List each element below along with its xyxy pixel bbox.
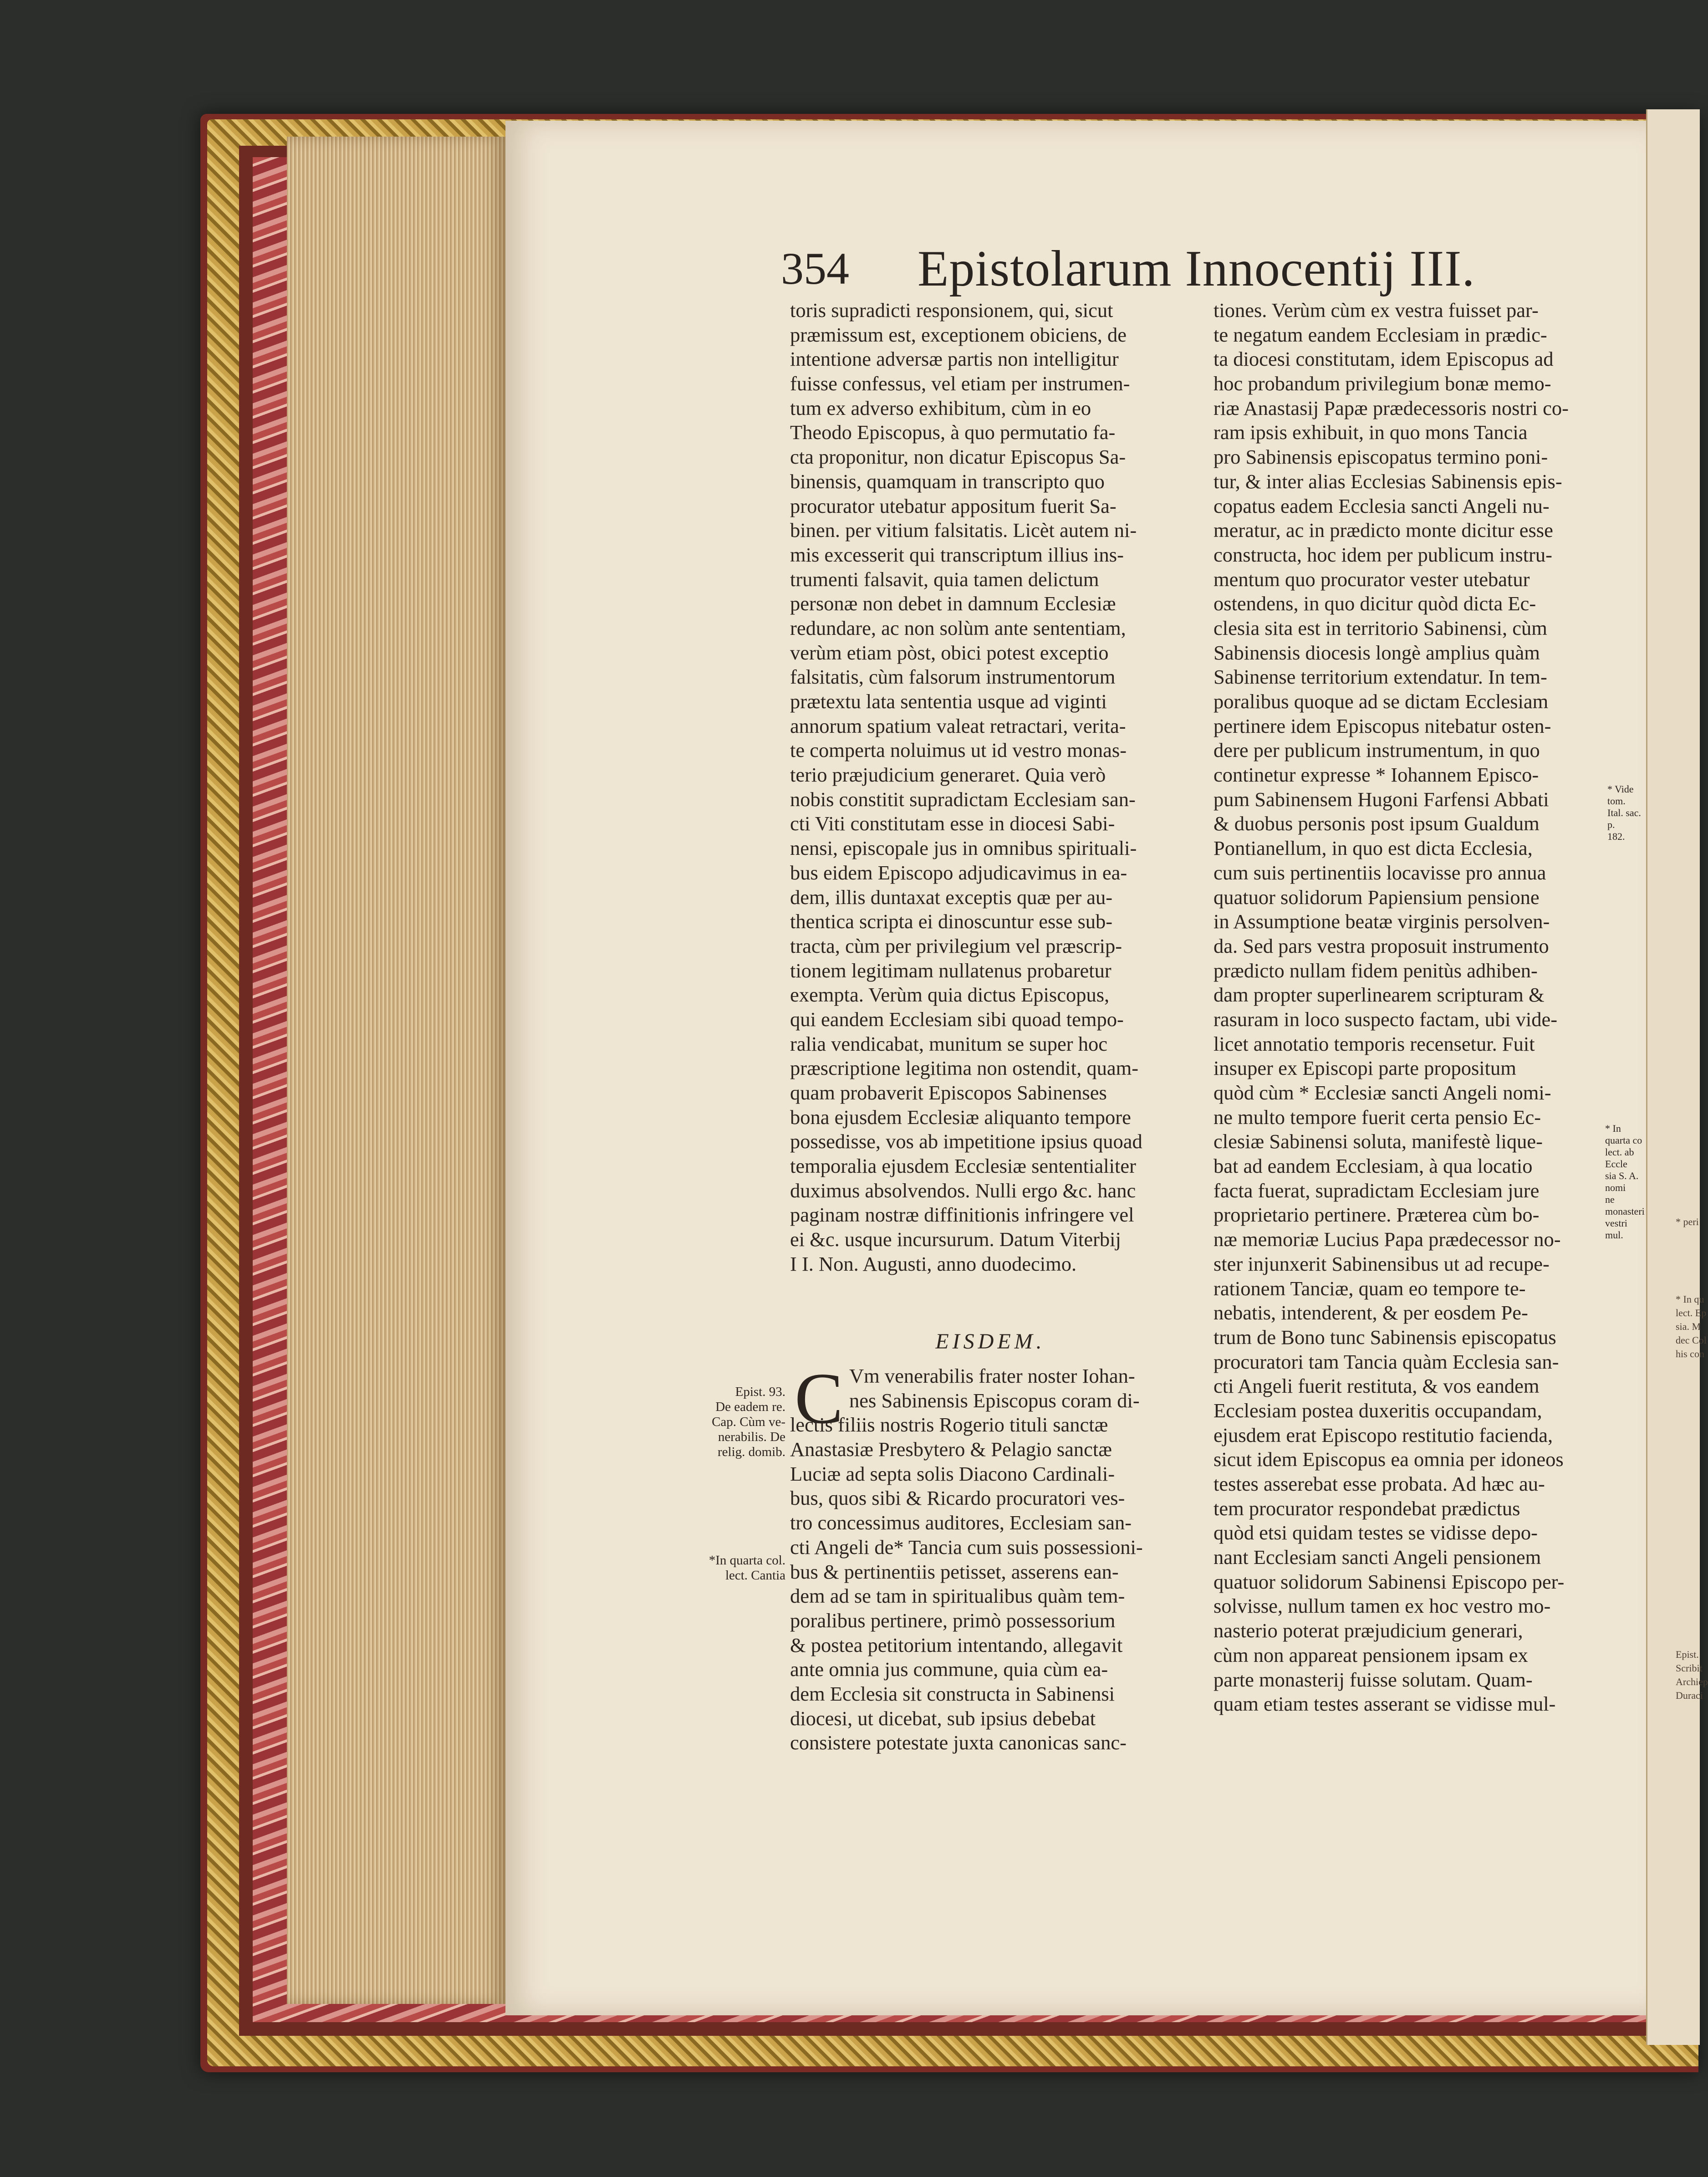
text-line: exempta. Verùm quia dictus Episcopus, (790, 983, 1110, 1007)
text-line: præmissum est, exceptionem obiciens, de (790, 323, 1127, 346)
text-line: insuper ex Episcopi parte propositum (1213, 1057, 1516, 1080)
text-line: Anastasiæ Presbytero & Pelagio sanctæ (790, 1438, 1112, 1461)
text-line: te negatum eandem Ecclesiam in prædic- (1213, 323, 1547, 346)
text-line: nant Ecclesiam sancti Angeli pensionem (1213, 1546, 1541, 1569)
text-line: consistere potestate juxta canonicas sanc- (790, 1731, 1127, 1754)
margin-note-line: relig. domib. (717, 1445, 785, 1459)
text-line: verùm etiam pòst, obici potest exceptio (790, 641, 1109, 664)
text-line: ostendens, in quo dicitur quòd dicta Ec- (1213, 592, 1536, 615)
left-column (790, 298, 1191, 1277)
text-line: Pontianellum, in quo est dicta Ecclesia, (1213, 837, 1533, 860)
text-line: falsitatis, cùm falsorum instrumentorum (790, 665, 1116, 689)
next-page-fragment: Scribit (1676, 1662, 1703, 1674)
text-line: lectis filiis nostris Rogerio tituli sanctæ (790, 1413, 1108, 1436)
text-line: hoc probandum privilegium bonæ memo- (1213, 372, 1551, 395)
text-line: quòd etsi quidam testes se vidisse depo- (1213, 1521, 1538, 1544)
text-line: quam etiam testes asserant se vidisse mul- (1213, 1692, 1556, 1716)
margin-note-line: Cap. Cùm ve- (712, 1415, 785, 1429)
text-line: cti Angeli de* Tancia cum suis possessioni- (790, 1535, 1143, 1559)
text-line: redundare, ac non solùm ante sententiam, (790, 616, 1126, 639)
text-line: rationem Tanciæ, quam eo tempore te- (1213, 1277, 1526, 1300)
text-line: rasuram in loco suspecto factam, ubi vide- (1213, 1007, 1558, 1031)
text-line: bona ejusdem Ecclesiæ aliquanto tempore (790, 1105, 1131, 1129)
text-line: temporalia ejusdem Ecclesiæ sententialiter (790, 1155, 1136, 1178)
text-line: bus, quos sibi & Ricardo procuratori ves- (790, 1487, 1125, 1510)
text-line: dere per publicum instrumentum, in quo (1213, 739, 1540, 762)
right-column (1213, 298, 1614, 1717)
text-line: ei &c. usque incursurum. Datum Viterbij (790, 1228, 1121, 1251)
next-page-fragment: Epist. (1676, 1649, 1699, 1660)
margin-note-variant (674, 1553, 785, 1583)
text-line: prætextu lata sententia usque ad viginti (790, 690, 1107, 713)
text-line: I I. Non. Augusti, anno duodecimo. (790, 1252, 1077, 1275)
text-line: possedisse, vos ab impetitione ipsius quoad (790, 1130, 1142, 1153)
text-line: trum de Bono tunc Sabinensis episcopatus (1213, 1325, 1556, 1349)
text-line: prædicto nullam fidem penitùs adhiben- (1213, 959, 1538, 982)
text-line: facta fuerat, supradictam Ecclesiam jure (1213, 1179, 1540, 1202)
text-line: bus eidem Episcopo adjudicavimus in ea- (790, 861, 1127, 884)
text-line: Ecclesiam postea duxeritis occupandam, (1213, 1399, 1542, 1422)
text-line: riæ Anastasij Papæ prædecessoris nostri co- (1213, 396, 1569, 419)
text-line: tro concessimus auditores, Ecclesiam san- (790, 1511, 1132, 1534)
text-line: te comperta noluimus ut id vestro monas- (790, 739, 1127, 762)
text-line: ram ipsis exhibuit, in quo mons Tancia (1213, 421, 1528, 444)
next-page-fragment: his con (1676, 1348, 1704, 1359)
text-line: quòd cùm * Ecclesiæ sancti Angeli nomi- (1213, 1081, 1551, 1104)
text-line: sicut idem Episcopus ea omnia per idoneos (1213, 1448, 1564, 1471)
text-line: Sabinense territorium extendatur. In tem- (1213, 665, 1547, 689)
text-line: continetur expresse * Iohannem Episco- (1213, 763, 1539, 787)
next-page-fragment: Archiep (1676, 1676, 1708, 1687)
text-line: meratur, ac in prædicto monte dicitur esse (1213, 519, 1553, 542)
running-head (781, 241, 1614, 301)
page-block-edge (287, 137, 505, 2004)
text-line: personæ non debet in damnum Ecclesiæ (790, 592, 1116, 615)
text-line: copatus eadem Ecclesia sancti Angeli nu- (1213, 494, 1550, 517)
text-line: & duobus personis post ipsum Gualdum (1213, 812, 1540, 835)
text-line: Theodo Episcopus, à quo permutatio fa- (790, 421, 1116, 444)
drop-cap: C (795, 1358, 843, 1439)
text-line: constructa, hoc idem per publicum instru- (1213, 543, 1552, 566)
text-line: intentione adversæ partis non intelligitur (790, 348, 1119, 371)
text-line: cti Viti constitutam esse in diocesi Sabi- (790, 812, 1115, 835)
text-line: ta diocesi constitutam, idem Episcopus ad (1213, 348, 1554, 371)
next-page-fragment: * peri (1676, 1216, 1699, 1227)
margin-note-line: 182. (1607, 831, 1625, 842)
text-line: dem Ecclesia sit constructa in Sabinensi (790, 1682, 1115, 1705)
text-line: cum suis pertinentiis locavisse pro annua (1213, 861, 1546, 884)
text-line: clesiæ Sabinensi soluta, manifestè lique- (1213, 1130, 1543, 1153)
text-line: mis excesserit qui transcriptum illius ins- (790, 543, 1124, 566)
text-line: annorum spatium valeat retractari, verita- (790, 714, 1126, 737)
text-line: quam probaverit Episcopos Sabinenses (790, 1081, 1107, 1104)
margin-note-epistle (674, 1385, 785, 1460)
margin-note-line: * Vide tom. (1607, 783, 1634, 807)
text-line: poralibus pertinere, primò possessorium (790, 1609, 1116, 1632)
next-page-fragment: dec Col (1676, 1334, 1707, 1346)
text-line: ante omnia jus commune, quia cùm ea- (790, 1658, 1108, 1681)
text-line: præscriptione legitima non ostendit, quam- (790, 1057, 1139, 1080)
text-line: næ memoriæ Lucius Papa prædecessor no- (1213, 1228, 1561, 1251)
next-page-fragment: * In qu (1676, 1293, 1704, 1305)
text-line: bat ad eandem Ecclesiam, à qua locatio (1213, 1155, 1533, 1178)
margin-note-line: Epist. 93. (735, 1385, 785, 1399)
text-line: toris supradicti responsionem, qui, sicut (790, 299, 1113, 322)
text-line: da. Sed pars vestra proposuit instrumento (1213, 934, 1549, 957)
text-line: clesia sita est in territorio Sabinensi, cùm (1213, 616, 1547, 639)
text-line: ster injunxerit Sabinensibus ut ad recupe- (1213, 1252, 1550, 1275)
margin-note-line: * In quarta co (1605, 1123, 1642, 1146)
text-line: terio præjudicium generaret. Quia verò (790, 763, 1106, 787)
text-line: duximus absolvendos. Nulli ergo &c. hanc (790, 1179, 1136, 1202)
text-line: fuisse confessus, vel etiam per instrumen- (790, 372, 1130, 395)
text-line: tionem legitimam nullatenus probaretur (790, 959, 1111, 982)
left-column-letter (790, 1358, 1191, 1755)
next-page-fragment: lect. Ep (1676, 1307, 1707, 1318)
text-line: & postea petitorium intentando, allegavit (790, 1633, 1123, 1656)
text-line: parte monasterij fuisse solutam. Quam- (1213, 1668, 1533, 1691)
margin-note-line: ne monasteri (1605, 1194, 1645, 1217)
text-line: in Assumptione beatæ virginis persolven- (1213, 910, 1550, 933)
text-line: procurator utebatur appositum fuerit Sa- (790, 494, 1117, 517)
text-line: cta proponitur, non dicatur Episcopus Sa- (790, 445, 1126, 469)
margin-note-line: sia S. A. nomi (1605, 1170, 1639, 1193)
text-line: cùm non appareat pensionem ipsam ex (1213, 1643, 1528, 1666)
text-line: nobis constitit supradictam Ecclesiam san- (790, 787, 1136, 811)
text-line: nensi, episcopale jus in omnibus spirituali- (790, 837, 1137, 860)
margin-note-right-1 (1607, 783, 1646, 843)
margin-note-line: Ital. sac. p. (1607, 807, 1641, 830)
text-line: licet annotatio temporis recensetur. Fuit (1213, 1032, 1535, 1055)
margin-note-line: vestri mul. (1605, 1217, 1627, 1241)
text-line: tem procurator respondebat prædictus (1213, 1497, 1520, 1520)
text-line: binen. per vitium falsitatis. Licèt autem ni- (790, 519, 1137, 542)
text-line: ralia vendicabat, munitum se super hoc (790, 1032, 1107, 1055)
text-line: nes Sabinensis Episcopus coram di- (849, 1389, 1140, 1412)
text-line: ne multo tempore fuerit certa pensio Ec- (1213, 1105, 1541, 1129)
text-line: tracta, cùm per privilegium vel præscrip- (790, 934, 1122, 957)
text-line: Vm venerabilis frater noster Iohan- (849, 1364, 1135, 1387)
margin-note-line: lect. ab Eccle (1605, 1146, 1634, 1170)
text-line: trumenti falsavit, quia tamen delictum (790, 567, 1099, 591)
text-line: quatuor solidorum Sabinensi Episcopo per- (1213, 1570, 1565, 1593)
text-line: tiones. Verùm cùm ex vestra fuisset par- (1213, 299, 1539, 322)
running-title: Epistolarum Innocentij III. (918, 240, 1475, 297)
text-line: thentica scripta ei dinoscuntur esse sub- (790, 910, 1113, 933)
next-page-fragment: Duraci (1676, 1690, 1703, 1701)
text-line: binensis, quamquam in transcripto quo (790, 470, 1105, 493)
text-line: pro Sabinensis episcopatus termino poni- (1213, 445, 1548, 469)
margin-note-right-2 (1605, 1123, 1646, 1241)
next-page-fragment: sia. M (1676, 1321, 1701, 1332)
page-number: 354 (781, 243, 849, 294)
text-line: Luciæ ad septa solis Diacono Cardinali- (790, 1462, 1115, 1485)
text-line: Sabinensis diocesis longè amplius quàm (1213, 641, 1540, 664)
text-line: qui eandem Ecclesiam sibi quoad tempo- (790, 1007, 1124, 1031)
text-line: dem, illis duntaxat exceptis quæ per au- (790, 885, 1113, 909)
text-line: poralibus quoque ad se dictam Ecclesiam (1213, 690, 1549, 713)
text-line: procuratori tam Tancia quàm Ecclesia san- (1213, 1350, 1559, 1373)
text-line: paginam nostræ diffinitionis infringere vel (790, 1203, 1134, 1226)
text-line: dem ad se tam in spiritualibus quàm tem- (790, 1584, 1125, 1608)
section-heading: EISDEM. (935, 1329, 1045, 1354)
text-line: ejusdem erat Episcopo restitutio facienda, (1213, 1423, 1553, 1446)
text-line: tur, & inter alias Ecclesias Sabinensis epis- (1213, 470, 1562, 493)
margin-note-line: nerabilis. De (718, 1430, 785, 1444)
next-page-edge (1646, 109, 1708, 2045)
text-line: diocesi, ut dicebat, sub ipsius debebat (790, 1707, 1096, 1730)
text-line: pertinere idem Episcopus nitebatur osten- (1213, 714, 1551, 737)
text-line: testes asserebat esse probata. Ad hæc au- (1213, 1472, 1545, 1495)
text-line: quatuor solidorum Papiensium pensione (1213, 885, 1540, 909)
text-line: bus & pertinentiis petisset, asserens ean- (790, 1560, 1119, 1583)
text-line: pum Sabinensem Hugoni Farfensi Abbati (1213, 787, 1549, 811)
text-line: nasterio poterat præjudicium generari, (1213, 1619, 1523, 1642)
text-line: cti Angeli fuerit restituta, & vos eandem (1213, 1375, 1540, 1398)
text-line: mentum quo procurator vester utebatur (1213, 567, 1530, 591)
margin-note-line: *In quarta col. (709, 1553, 785, 1568)
text-line: proprietario pertinere. Præterea cùm bo- (1213, 1203, 1540, 1226)
margin-note-line: lect. Cantia (725, 1568, 785, 1583)
text-line: tum ex adverso exhibitum, cùm in eo (790, 396, 1091, 419)
text-line: dam propter superlinearem scripturam & (1213, 983, 1545, 1007)
text-line: solvisse, nullum tamen ex hoc vestro mo- (1213, 1594, 1551, 1618)
text-line: nebatis, intenderent, & per eosdem Pe- (1213, 1301, 1528, 1324)
margin-note-line: De eadem re. (715, 1400, 785, 1414)
